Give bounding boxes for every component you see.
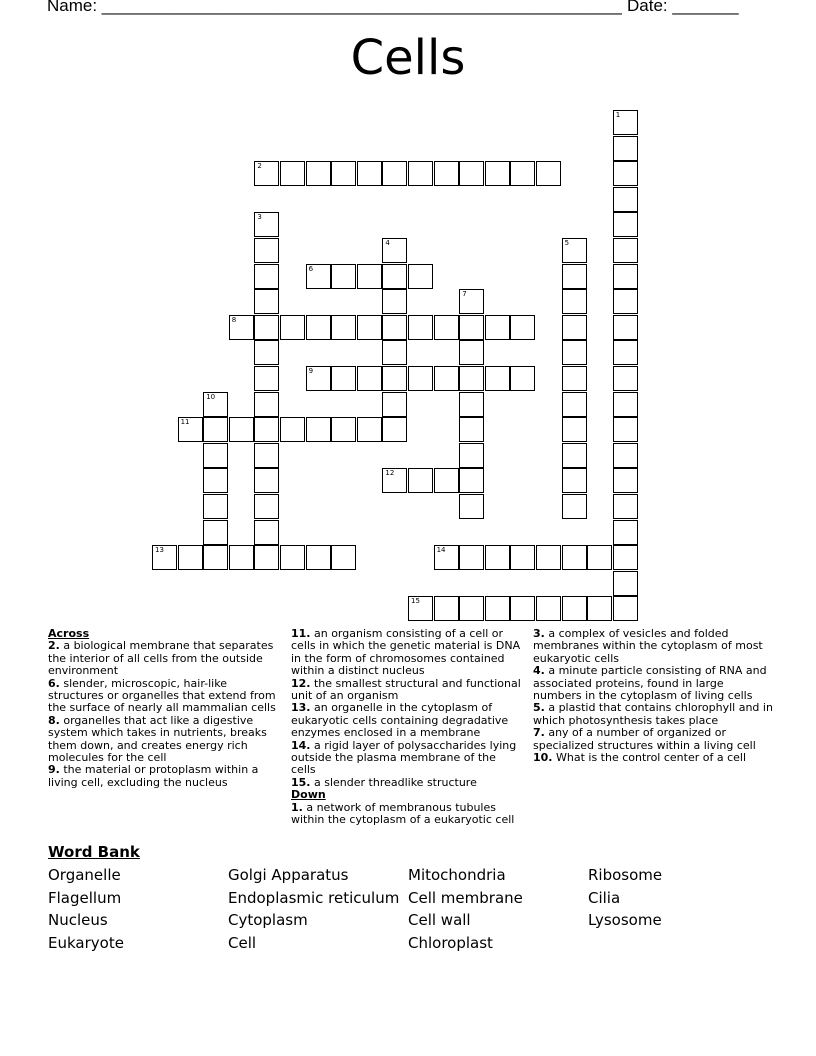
grid-cell[interactable] (382, 468, 407, 493)
grid-cell[interactable] (382, 161, 407, 186)
grid-cell[interactable] (434, 596, 459, 621)
grid-cell[interactable] (254, 212, 279, 237)
clue-number: 15 (411, 597, 420, 606)
clue-number: 5 (564, 239, 570, 247)
clue-number-label: 13. (291, 701, 311, 715)
grid-cell[interactable] (357, 264, 382, 289)
grid-cell[interactable] (562, 468, 587, 493)
word-bank-title: Word Bank (48, 843, 140, 861)
clue-number-label: 8. (48, 713, 60, 727)
grid-cell[interactable] (306, 366, 331, 391)
word-bank-item: Cell wall (408, 911, 471, 929)
grid-cell[interactable] (408, 315, 433, 340)
clue-number: 3 (257, 213, 262, 222)
grid-cell[interactable] (382, 366, 407, 391)
grid-cell[interactable] (331, 545, 356, 570)
grid-cell[interactable] (613, 545, 638, 570)
grid-cell[interactable] (408, 366, 433, 391)
grid-cell[interactable] (382, 417, 407, 442)
grid-cell[interactable] (587, 596, 612, 621)
grid-cell[interactable] (434, 468, 459, 493)
across-clue-list-cont (291, 628, 523, 789)
grid-cell[interactable] (459, 392, 484, 417)
grid-cell[interactable] (254, 340, 279, 365)
clue-item (291, 702, 523, 739)
grid-cell[interactable] (510, 596, 535, 621)
clue-number: 11 (180, 418, 190, 427)
word-bank-item: Lysosome (588, 911, 662, 929)
grid-cell[interactable] (613, 315, 638, 340)
grid-cell[interactable] (254, 161, 279, 186)
grid-cell[interactable] (254, 392, 279, 417)
clue-item (533, 628, 773, 665)
grid-cell[interactable] (229, 545, 254, 570)
grid-cell[interactable] (485, 596, 510, 621)
grid-cell[interactable] (306, 417, 331, 442)
clue-number: 9 (308, 367, 314, 375)
clue-number: 1 (615, 111, 621, 119)
grid-cell[interactable] (613, 366, 638, 391)
grid-cell[interactable] (613, 494, 638, 519)
across-clue-list (48, 640, 276, 789)
clue-number-label: 11. (291, 627, 311, 640)
grid-cell[interactable] (382, 315, 407, 340)
grid-cell[interactable] (613, 417, 638, 442)
grid-cell[interactable] (459, 443, 484, 468)
grid-cell[interactable] (536, 596, 561, 621)
word-bank-item: Chloroplast (408, 933, 493, 952)
clue-item (48, 764, 276, 789)
grid-cell[interactable] (382, 289, 407, 314)
grid-cell[interactable] (203, 468, 228, 493)
grid-cell[interactable] (562, 238, 587, 263)
grid-cell[interactable] (613, 161, 638, 186)
grid-cell[interactable] (254, 366, 279, 391)
grid-cell[interactable] (357, 417, 382, 442)
clue-item (533, 665, 773, 702)
word-bank-item: Cell (228, 933, 257, 952)
grid-cell[interactable] (459, 161, 484, 186)
word-bank (48, 866, 788, 953)
grid-cell[interactable] (613, 187, 638, 212)
grid-cell[interactable] (203, 494, 228, 519)
grid-cell[interactable] (485, 161, 510, 186)
clue-text: a plastid that contains chlorophyll and in which photosynthesis takes place (533, 701, 773, 727)
word-bank-item: Nucleus (48, 911, 108, 929)
clue-number-label: 7. (533, 726, 545, 740)
grid-cell[interactable] (408, 161, 433, 186)
grid-cell[interactable] (459, 545, 484, 570)
grid-cell[interactable] (562, 545, 587, 570)
grid-cell[interactable] (408, 468, 433, 493)
grid-cell[interactable] (459, 417, 484, 442)
clue-item (291, 678, 523, 703)
clue-text: a network of membranous tubules within the cytoplasm of a eukaryotic cell (291, 800, 515, 827)
word-bank-item: Organelle (48, 866, 121, 884)
clue-item (533, 752, 773, 764)
grid-cell[interactable] (562, 443, 587, 468)
grid-cell[interactable] (459, 340, 484, 365)
grid-cell[interactable] (613, 571, 638, 596)
word-bank-item: Ribosome (588, 866, 663, 884)
grid-cell[interactable] (306, 161, 331, 186)
grid-cell[interactable] (178, 417, 203, 442)
clue-number: 8 (231, 315, 237, 324)
clue-item (291, 777, 523, 789)
clue-item (48, 640, 276, 677)
clue-text: a biological membrane that separates the interior of all cells from the outside environment (48, 639, 274, 678)
word-bank-item: Eukaryote (48, 933, 124, 952)
grid-cell[interactable] (485, 315, 510, 340)
grid-cell[interactable] (613, 520, 638, 545)
grid-cell[interactable] (280, 417, 305, 442)
clue-text: What is the control center of a cell (552, 751, 747, 765)
grid-cell[interactable] (152, 545, 177, 570)
grid-cell[interactable] (562, 494, 587, 519)
grid-cell[interactable] (178, 545, 203, 570)
grid-cell[interactable] (203, 417, 228, 442)
grid-cell[interactable] (331, 315, 356, 340)
down-heading: Down (291, 788, 326, 802)
clue-text: an organism consisting of a cell or cells in which the genetic material is DNA in the form of chromosomes contained within a distinct nucleus (291, 627, 521, 678)
grid-cell[interactable] (254, 545, 279, 570)
clue-item (291, 628, 523, 678)
grid-cell[interactable] (280, 161, 305, 186)
grid-cell[interactable] (613, 468, 638, 493)
clue-item (48, 715, 276, 765)
grid-cell[interactable] (254, 289, 279, 314)
grid-cell[interactable] (331, 264, 356, 289)
clue-number: 14 (436, 546, 446, 555)
name-field[interactable]: Name: _______________________________________________________ (47, 0, 622, 15)
clue-number: 2 (257, 162, 262, 171)
grid-cell[interactable] (613, 443, 638, 468)
grid-cell[interactable] (331, 417, 356, 442)
clue-text: organelles that act like a digestive system which takes in nutrients, breaks them down, and creates energy rich molecules for the cell (48, 713, 267, 765)
grid-cell[interactable] (203, 545, 228, 570)
grid-cell[interactable] (382, 264, 407, 289)
grid-cell[interactable] (562, 392, 587, 417)
grid-cell[interactable] (254, 264, 279, 289)
grid-cell[interactable] (306, 545, 331, 570)
clue-text: a complex of vesicles and folded membranes within the cytoplasm of most eukaryotic cells (533, 627, 763, 665)
grid-cell[interactable] (203, 392, 228, 417)
grid-cell[interactable] (254, 238, 279, 263)
grid-cell[interactable] (613, 596, 638, 621)
grid-cell[interactable] (510, 545, 535, 570)
grid-cell[interactable] (613, 136, 638, 161)
grid-cell[interactable] (254, 443, 279, 468)
grid-cell[interactable] (382, 392, 407, 417)
grid-cell[interactable] (229, 315, 254, 340)
across-heading: Across (48, 627, 90, 640)
grid-cell[interactable] (229, 417, 254, 442)
clue-number-label: 10. (533, 751, 553, 765)
grid-cell[interactable] (562, 289, 587, 314)
clue-number-label: 9. (48, 763, 60, 777)
date-field[interactable]: Date: _______ (627, 0, 739, 15)
clue-number-label: 14. (291, 738, 311, 752)
clue-text: slender, microscopic, hair-like structures or organelles that extend from the surface of nearly all mammalian cells (48, 676, 276, 715)
clue-number: 6 (308, 264, 314, 273)
clue-number: 7 (462, 290, 467, 299)
grid-cell[interactable] (459, 315, 484, 340)
grid-cell[interactable] (408, 596, 433, 621)
grid-cell[interactable] (613, 289, 638, 314)
grid-cell[interactable] (510, 161, 535, 186)
grid-cell[interactable] (203, 520, 228, 545)
clue-number-label: 6. (48, 676, 60, 690)
clue-number: 12 (385, 469, 395, 478)
grid-cell[interactable] (408, 264, 433, 289)
grid-cell[interactable] (357, 161, 382, 186)
grid-cell[interactable] (613, 212, 638, 237)
grid-cell[interactable] (254, 468, 279, 493)
down-clue-list (291, 802, 523, 827)
grid-cell[interactable] (510, 366, 535, 391)
grid-cell[interactable] (254, 417, 279, 442)
page-title: Cells (350, 30, 466, 86)
grid-cell[interactable] (357, 315, 382, 340)
word-bank-item: Golgi Apparatus (228, 866, 349, 884)
clue-number-label: 15. (291, 775, 311, 789)
grid-cell[interactable] (562, 366, 587, 391)
grid-cell[interactable] (357, 366, 382, 391)
clue-text: any of a number of organized or specialized structures within a living cell (533, 726, 756, 752)
grid-cell[interactable] (587, 545, 612, 570)
grid-cell[interactable] (562, 417, 587, 442)
grid-cell[interactable] (485, 545, 510, 570)
clue-item (533, 702, 773, 727)
word-bank-item: Flagellum (48, 888, 122, 907)
grid-cell[interactable] (536, 161, 561, 186)
clue-number: 13 (155, 546, 164, 555)
clue-number: 4 (385, 239, 390, 247)
grid-cell[interactable] (562, 264, 587, 289)
down-clue-list-cont (533, 628, 773, 764)
clue-number-label: 2. (48, 639, 60, 653)
grid-cell[interactable] (459, 494, 484, 519)
clue-text: a slender threadlike structure (310, 775, 477, 789)
word-bank-item: Cytoplasm (228, 911, 308, 929)
grid-cell[interactable] (459, 596, 484, 621)
clue-text: the material or protoplasm within a living cell, excluding the nucleus (48, 763, 259, 789)
grid-cell[interactable] (203, 443, 228, 468)
clue-number-label: 5. (533, 701, 545, 715)
grid-cell[interactable] (613, 264, 638, 289)
word-bank-item: Endoplasmic reticulum (228, 888, 400, 907)
clue-item (533, 727, 773, 752)
grid-cell[interactable] (562, 596, 587, 621)
grid-cell[interactable] (331, 366, 356, 391)
grid-cell[interactable] (434, 366, 459, 391)
grid-cell[interactable] (459, 366, 484, 391)
grid-cell[interactable] (280, 545, 305, 570)
grid-cell[interactable] (306, 315, 331, 340)
grid-cell[interactable] (485, 366, 510, 391)
grid-cell[interactable] (382, 238, 407, 263)
clue-item (291, 802, 523, 827)
clue-text: an organelle in the cytoplasm of eukaryotic cells containing degradative enzymes enclosed in a membrane (291, 701, 509, 740)
grid-cell[interactable] (280, 315, 305, 340)
clues-column-1 (48, 628, 276, 789)
grid-cell[interactable] (434, 545, 459, 570)
clue-number-label: 12. (291, 676, 311, 690)
grid-cell[interactable] (254, 520, 279, 545)
grid-cell[interactable] (254, 315, 279, 340)
clue-text: a rigid layer of polysaccharides lying outside the plasma membrane of the cells (291, 738, 517, 777)
word-bank-item: Cilia (588, 888, 621, 907)
grid-cell[interactable] (459, 289, 484, 314)
clue-text: the smallest structural and functional unit of an organism (291, 676, 521, 703)
clue-item (48, 678, 276, 715)
clue-item (291, 740, 523, 777)
grid-cell[interactable] (382, 340, 407, 365)
grid-cell[interactable] (613, 238, 638, 263)
grid-cell[interactable] (434, 161, 459, 186)
clues-column-2 (291, 628, 523, 827)
grid-cell[interactable] (562, 340, 587, 365)
grid-cell[interactable] (434, 315, 459, 340)
grid-cell[interactable] (613, 110, 638, 135)
grid-cell[interactable] (613, 392, 638, 417)
clue-number-label: 4. (533, 664, 545, 678)
grid-cell[interactable] (331, 161, 356, 186)
grid-cell[interactable] (459, 468, 484, 493)
clues-column-3 (533, 628, 773, 764)
grid-cell[interactable] (254, 494, 279, 519)
clue-number: 10 (206, 392, 216, 401)
grid-cell[interactable] (613, 340, 638, 365)
grid-cell[interactable] (306, 264, 331, 289)
clue-text: a minute particle consisting of RNA and associated proteins, found in large numbers in the cytoplasm of living cells (533, 664, 767, 703)
clue-number-label: 3. (533, 627, 545, 640)
grid-cell[interactable] (562, 315, 587, 340)
grid-cell[interactable] (510, 315, 535, 340)
clue-number-label: 1. (291, 800, 303, 814)
word-bank-item: Mitochondria (408, 866, 506, 884)
word-bank-item: Cell membrane (408, 888, 523, 907)
grid-cell[interactable] (536, 545, 561, 570)
